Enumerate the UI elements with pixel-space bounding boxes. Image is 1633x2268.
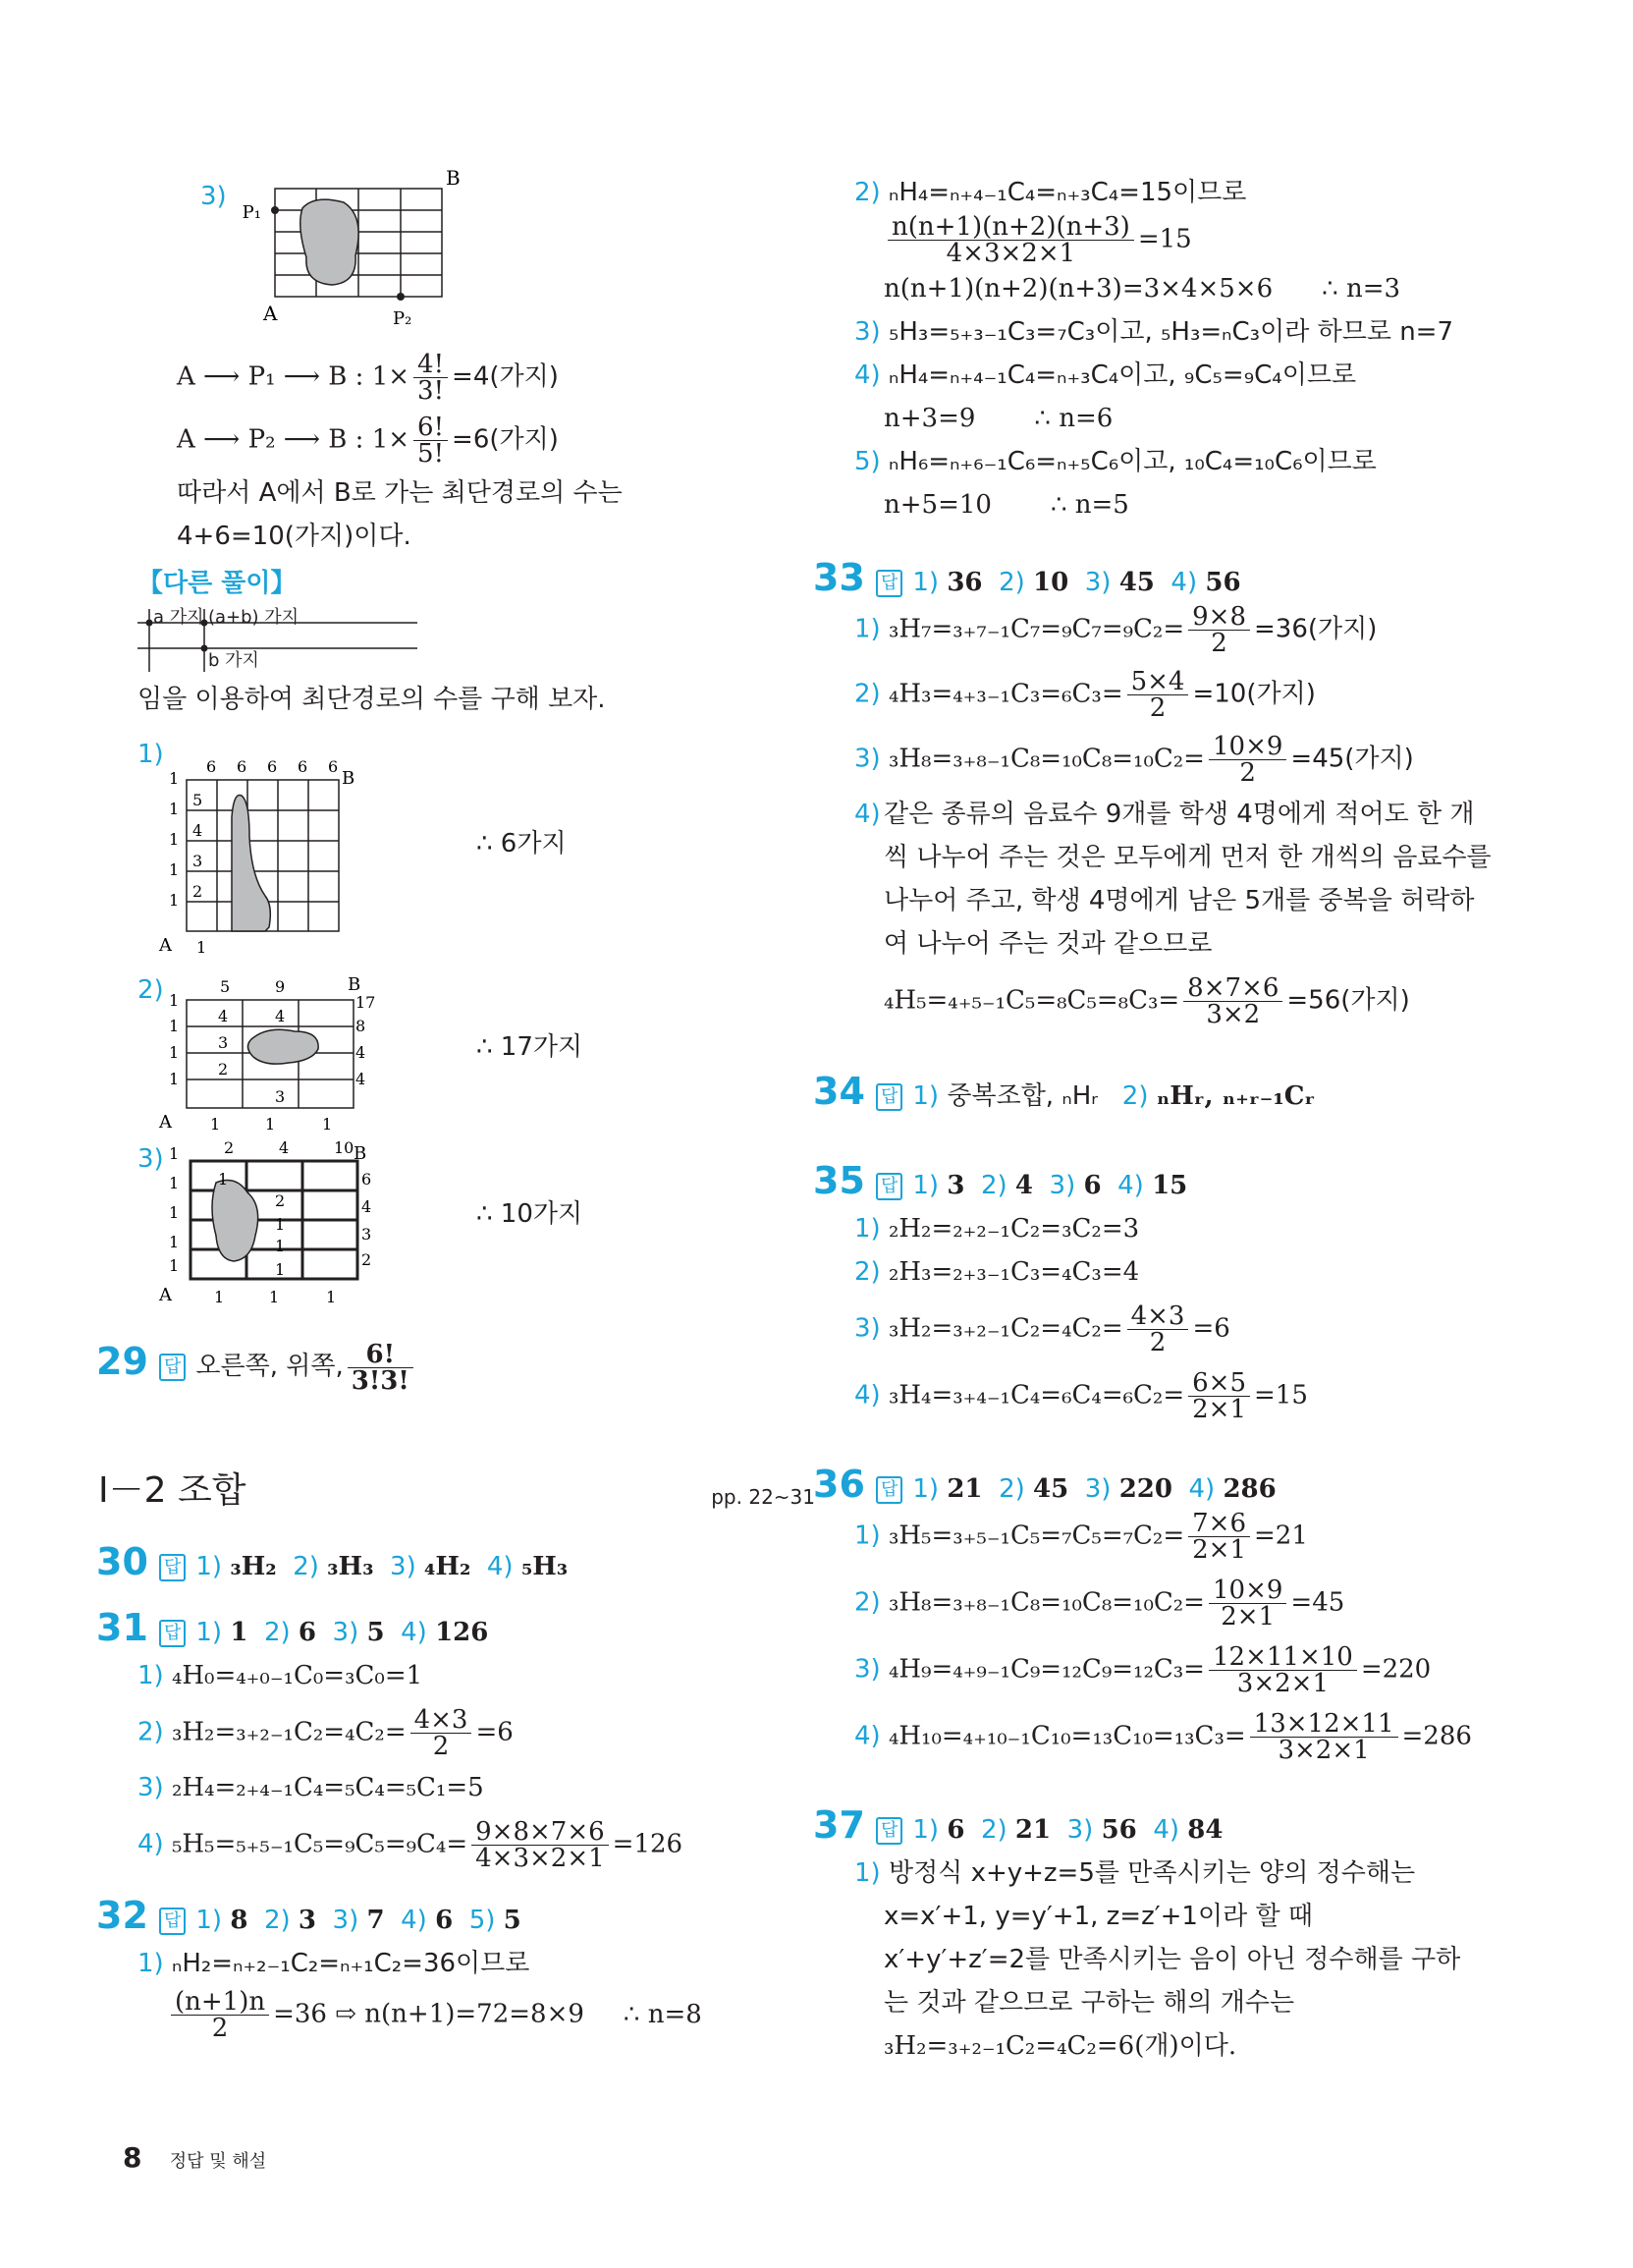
p36-step-3: 3) ₄H₉=₄₊₉₋₁C₉=₁₂C₉=₁₂C₃= $\frac{12\times 11\times 10}{3\times 2\times 1}$ =220 <box>854 1642 1432 1698</box>
problem-37: 37 답 1) 6 2) 21 3) 56 4) 84 <box>813 1803 1224 1847</box>
label-a-ways: a 가지 <box>153 607 204 628</box>
p35-step-2: 2) ₂H₃=₂₊₃₋₁C₃=₄C₃=4 <box>854 1257 1140 1287</box>
svg-text:1: 1 <box>196 938 207 957</box>
svg-text:17: 17 <box>355 993 376 1012</box>
p33-step-4b: ₄H₅=₄₊₅₋₁C₅=₈C₅=₈C₃= $\frac{8\times 7\times 6}{3\times 2}$ =56(가지) <box>884 973 1410 1029</box>
section-pages: pp. 22~31 <box>711 1485 815 1509</box>
svg-text:2: 2 <box>275 1191 286 1210</box>
label-b: B <box>446 167 461 190</box>
svg-text:1: 1 <box>169 830 180 849</box>
svg-text:3: 3 <box>361 1225 372 1244</box>
svg-text:A: A <box>159 935 172 956</box>
grid-1: 1) 6 6 6 6 6 B 1 1 1 1 1 5 4 3 2 A 1 ∴ 6가지 <box>137 740 567 957</box>
footer-label: 정답 및 해설 <box>169 2151 267 2172</box>
grid-2-result: ∴ 17가지 <box>476 1032 583 1062</box>
svg-text:5: 5 <box>192 791 203 809</box>
svg-text:A: A <box>159 1112 172 1133</box>
svg-text:B: B <box>342 768 355 789</box>
svg-text:4: 4 <box>355 1070 366 1088</box>
p32-step-2b: $\frac{n(n+1)(n+2)(n+3)}{4\times 3\times 2\times 1}$ =15 <box>854 214 1522 267</box>
label-p1: P₁ <box>242 202 261 223</box>
svg-text:5: 5 <box>220 977 231 996</box>
p37-step-1: 1) 방정식 x+y+z=5를 만족시키는 양의 정수해는 <box>854 1858 1416 1888</box>
item-label: 3) <box>200 182 227 211</box>
svg-text:4: 4 <box>218 1007 229 1025</box>
svg-text:6: 6 <box>267 758 278 776</box>
svg-text:8: 8 <box>355 1017 366 1035</box>
label-ab-ways: (a+b) 가지 <box>208 607 299 628</box>
alt-solution-title: 【다른 풀이】 <box>137 569 297 598</box>
svg-text:10: 10 <box>334 1138 354 1157</box>
problem-29: 29 답 오른쪽, 위쪽, $\frac{6!}{3!3!}$ <box>96 1340 805 1395</box>
svg-text:1: 1 <box>265 1115 276 1134</box>
label-b-ways: b 가지 <box>208 650 259 671</box>
p36-step-2: 2) ₃H₈=₃₊₈₋₁C₈=₁₀C₈=₁₀C₂= $\frac{10\times 9}{2\times 1}$ =45 <box>854 1576 1345 1632</box>
svg-text:6: 6 <box>298 758 308 776</box>
svg-text:3: 3 <box>192 852 203 870</box>
problem-34: 34 답 1) 중복조합, ₙHᵣ 2) ₙHᵣ, ₙ₊ᵣ₋₁Cᵣ <box>813 1070 1316 1113</box>
p31-step-1: 1) ₄H₀=₄₊₀₋₁C₀=₃C₀=1 <box>137 1661 423 1690</box>
p32-step-2: 2) ₙH₄=ₙ₊₄₋₁C₄=ₙ₊₃C₄=15이므로 <box>854 178 1247 207</box>
p36-step-4: 4) ₄H₁₀=₄₊₁₀₋₁C₁₀=₁₃C₁₀=₁₃C₃= $\frac{13\times 12\times 11}{3\times 2\times 1}$ =286 <box>854 1709 1472 1765</box>
svg-text:1: 1 <box>169 860 180 879</box>
svg-text:4: 4 <box>275 1007 286 1025</box>
problem-32: 32 답 1) 8 2) 3 3) 7 4) 6 5) 5 <box>96 1894 521 1937</box>
p32-step-4b: n+3=9 ∴ n=6 <box>884 404 1114 433</box>
p37-step-1d: 는 것과 같으므로 구하는 해의 개수는 <box>884 1988 1295 2018</box>
fraction: $\frac{6!}{3!3!}$ <box>348 1342 413 1394</box>
svg-text:6: 6 <box>237 758 247 776</box>
svg-text:2: 2 <box>224 1138 235 1157</box>
svg-text:6: 6 <box>206 758 217 776</box>
p32-step-5: 5) ₙH₆=ₙ₊₆₋₁C₆=ₙ₊₅C₆이고, ₁₀C₄=₁₀C₆이므로 <box>854 447 1377 476</box>
svg-text:1: 1 <box>169 1174 180 1192</box>
p32-step-3: 3) ₅H₃=₅₊₃₋₁C₃=₇C₃이고, ₅H₃=ₙC₃이라 하므로 n=7 <box>854 317 1454 347</box>
grid-3-result: ∴ 10가지 <box>476 1199 583 1229</box>
svg-text:1: 1 <box>169 1144 180 1163</box>
grid-2: 2) 5 9 B 17 8 4 4 1 1 1 1 4 4 3 2 3 A 1 1 1 ∴ 17가지 <box>137 974 583 1134</box>
fraction: $\frac{4!}{3!}$ <box>413 352 448 404</box>
p36-step-1: 1) ₃H₅=₃₊₅₋₁C₅=₇C₅=₇C₂= $\frac{7\times 6}{2\times 1}$ =21 <box>854 1509 1308 1565</box>
problem-31: 31 답 1) 1 2) 6 3) 5 4) 126 <box>96 1606 489 1649</box>
point-p1 <box>271 206 279 214</box>
svg-text:1: 1 <box>275 1237 286 1255</box>
p33-step-2: 2) ₄H₃=₄₊₃₋₁C₃=₆C₃= $\frac{5\times 4}{2}$ =10(가지) <box>854 667 1316 723</box>
svg-text:1: 1 <box>169 800 180 818</box>
svg-text:1: 1 <box>326 1288 337 1306</box>
svg-text:4: 4 <box>355 1043 366 1062</box>
svg-text:1: 1 <box>269 1288 280 1306</box>
svg-text:A: A <box>159 1285 172 1305</box>
problem-35: 35 답 1) 3 2) 4 3) 6 4) 15 <box>813 1159 1188 1202</box>
p35-step-3: 3) ₃H₂=₃₊₂₋₁C₂=₄C₂= $\frac{4\times 3}{2}$ =6 <box>854 1301 1230 1357</box>
grid-diagram-p1p2 <box>236 167 471 344</box>
page-footer <box>123 2141 266 2174</box>
p33-step-3: 3) ₃H₈=₃₊₈₋₁C₈=₁₀C₈=₁₀C₂= $\frac{10\times 9}{2}$ =45(가지) <box>854 732 1414 788</box>
section-header <box>98 1469 815 1524</box>
p37-step-1b: x=x′+1, y=y′+1, z=z′+1이라 할 때 <box>884 1902 1313 1931</box>
grid-3: 3) 1 2 4 10 B 6 4 3 2 1 1 1 1 1 2 1 1 1 A 1 1 1 ∴ 10가지 <box>137 1138 583 1306</box>
point-p2 <box>397 293 405 301</box>
svg-text:1: 1 <box>169 1043 180 1062</box>
p37-step-1c: x′+y′+z′=2를 만족시키는 음이 아닌 정수해를 구하 <box>884 1945 1461 1974</box>
svg-text:1: 1 <box>169 991 180 1010</box>
problem-28-3 <box>137 167 805 344</box>
page-number: 8 <box>123 2141 142 2174</box>
svg-text:1: 1 <box>169 1017 180 1035</box>
svg-text:1: 1 <box>275 1215 286 1234</box>
p32-step-1: 1) ₙH₂=ₙ₊₂₋₁C₂=ₙ₊₁C₂=36이므로 <box>137 1949 530 1978</box>
fraction: $\frac{6!}{5!}$ <box>413 415 448 467</box>
conclusion-line: 따라서 A에서 B로 가는 최단경로의 수는 <box>177 478 623 508</box>
svg-text:4: 4 <box>192 821 203 840</box>
p32-step-5b: n+5=10 ∴ n=5 <box>884 490 1129 520</box>
grid-1-result: ∴ 6가지 <box>476 829 567 858</box>
svg-text:9: 9 <box>275 977 286 996</box>
left-column <box>96 167 815 2043</box>
svg-text:1: 1 <box>214 1288 225 1306</box>
svg-text:4: 4 <box>361 1197 372 1216</box>
problem-30: 30 답 1) ₃H₂ 2) ₃H₃ 3) ₄H₂ 4) ₅H₃ <box>96 1540 569 1583</box>
p33-step-1: 1) ₃H₇=₃₊₇₋₁C₇=₉C₇=₉C₂= $\frac{9\times 8}{2}$ =36(가지) <box>854 602 1378 658</box>
p35-step-1: 1) ₂H₂=₂₊₂₋₁C₂=₃C₂=3 <box>854 1214 1140 1244</box>
svg-text:1: 1 <box>210 1115 221 1134</box>
p31-step-2: 2) ₃H₂=₃₊₂₋₁C₂=₄C₂= $\frac{4\times 3}{2}$ =6 <box>137 1705 514 1761</box>
problem-36: 36 답 1) 21 2) 45 3) 220 4) 286 <box>813 1463 1277 1506</box>
label-a: A <box>263 302 278 325</box>
p35-step-4: 4) ₃H₄=₃₊₄₋₁C₄=₆C₄=₆C₂= $\frac{6\times 5}{2\times 1}$ =15 <box>854 1368 1308 1424</box>
p31-step-3: 3) ₂H₄=₂₊₄₋₁C₄=₅C₄=₅C₁=5 <box>137 1773 484 1802</box>
p32-step-2c: n(n+1)(n+2)(n+3)=3×4×5×6 ∴ n=3 <box>884 274 1401 304</box>
section-title: Ⅰ－2 조합 <box>98 1470 246 1511</box>
svg-text:1: 1 <box>275 1260 286 1279</box>
conclusion-total: 4+6=10(가지)이다. <box>177 522 411 551</box>
svg-text:2: 2 <box>218 1060 229 1079</box>
p32-step-1b: $\frac{(n+1)n}{2}$ =36 ⇨ n(n+1)=72=8×9 ∴ n=8 <box>137 1989 805 2040</box>
p31-step-4: 4) ₅H₅=₅₊₅₋₁C₅=₉C₅=₉C₄= $\frac{9\times 8\times 7\times 6}{4\times 3\times 2\times 1}$ =126 <box>137 1817 683 1873</box>
svg-text:B: B <box>354 1143 367 1164</box>
svg-text:3: 3 <box>275 1087 286 1106</box>
svg-text:6: 6 <box>328 758 339 776</box>
right-column <box>813 167 1522 2068</box>
svg-text:1: 1 <box>169 769 180 788</box>
svg-text:1: 1 <box>169 1256 180 1275</box>
svg-text:4: 4 <box>279 1138 290 1157</box>
svg-text:B: B <box>348 974 361 995</box>
svg-text:1: 1 <box>218 1170 229 1189</box>
p37-step-1e: ₃H₂=₃₊₂₋₁C₂=₄C₂=6(개)이다. <box>884 2031 1237 2061</box>
svg-text:1: 1 <box>169 1203 180 1222</box>
svg-text:1: 1 <box>169 1070 180 1088</box>
p33-step-4: 4) 같은 종류의 음료수 9개를 학생 4명에게 적어도 한 개씩 나누어 주는 것은 모두에게 먼저 한 개씩의 음료수를 나누어 주고, 학생 4명에게 남은 5개를 중복을 허락하여 나누어 주는 것과 같으므로 <box>854 800 1492 959</box>
path-via-p2: A ⟶ P₂ ⟶ B : 1× $\frac{6!}{5!}$ =6(가지) <box>177 413 559 469</box>
svg-text:1: 1 <box>169 1233 180 1251</box>
alt-solution-text: 임을 이용하여 최단경로의 수를 구해 보자. <box>137 685 606 714</box>
svg-text:3: 3 <box>218 1033 229 1052</box>
path-via-p1: A ⟶ P₁ ⟶ B : 1× $\frac{4!}{3!}$ =4(가지) <box>177 350 559 406</box>
svg-text:1: 1 <box>169 891 180 910</box>
problem-33: 33 답 1) 36 2) 10 3) 45 4) 56 <box>813 556 1241 599</box>
obstacle-shape <box>300 199 358 285</box>
svg-text:6: 6 <box>361 1170 372 1189</box>
label-p2: P₂ <box>393 308 412 329</box>
svg-text:2: 2 <box>192 882 203 901</box>
svg-text:1: 1 <box>322 1115 333 1134</box>
svg-text:2: 2 <box>361 1250 372 1269</box>
p32-step-4: 4) ₙH₄=ₙ₊₄₋₁C₄=ₙ₊₃C₄이고, ₉C₅=₉C₄이므로 <box>854 360 1357 390</box>
alt-solution-diagram <box>137 605 805 674</box>
